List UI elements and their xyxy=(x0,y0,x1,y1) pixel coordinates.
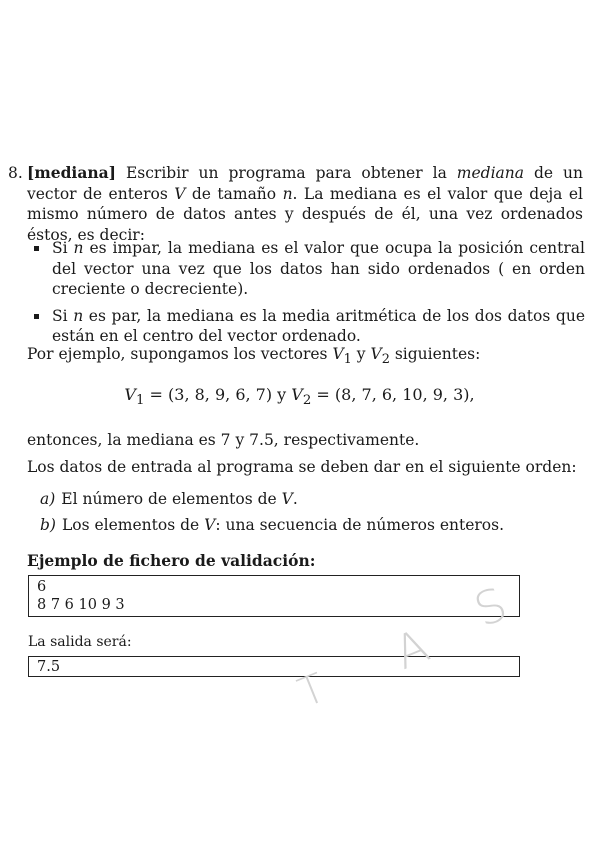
v2-subscript: 2 xyxy=(381,352,390,368)
v1-symbol: V xyxy=(124,385,136,404)
enum-item-a xyxy=(40,489,580,510)
result-text: entonces, la mediana es 7 y 7.5, respectivamente. xyxy=(27,431,420,449)
list-item xyxy=(30,238,585,300)
intro-text: Por ejemplo, supongamos los vectores xyxy=(27,345,333,363)
vectors-formula xyxy=(0,385,599,408)
enum-text: . xyxy=(292,490,298,508)
v2-symbol: V xyxy=(291,385,303,404)
enum-text: El número de elementos de xyxy=(61,490,282,508)
intro-text: siguientes: xyxy=(389,345,481,363)
example-intro xyxy=(27,344,587,371)
n-symbol: n xyxy=(73,239,84,257)
bullet-text: Si xyxy=(52,306,74,325)
watermark-letter: A xyxy=(387,618,437,680)
problem-number: 8. xyxy=(8,164,23,182)
enum-label: b) xyxy=(40,516,56,534)
v2-symbol: V xyxy=(370,345,382,363)
bullet-icon xyxy=(34,314,39,319)
validation-heading: Ejemplo de fichero de validación: xyxy=(27,551,316,570)
bullet-text: es par, la mediana es la media aritmética de los dos datos que están en el centro del vector ordenado. xyxy=(52,306,585,345)
enum-item-b xyxy=(40,515,580,536)
problem-text-part: . La mediana es el valor que deja el mismo número de datos antes y después de él, una vez ordenados éstos, es decir: xyxy=(27,184,583,244)
enum-text: Los elementos de xyxy=(61,516,205,534)
watermark-letter: S xyxy=(466,576,515,638)
problem-text-part: de un vector de enteros xyxy=(27,164,583,203)
problem-statement xyxy=(8,163,583,245)
mediana-word: mediana xyxy=(456,164,524,182)
output-box xyxy=(28,656,520,677)
input-line: 6 xyxy=(37,579,47,595)
enum-label: a) xyxy=(40,490,56,508)
bullet-icon xyxy=(34,246,39,251)
watermark-letter: T xyxy=(292,665,333,717)
v1-value: = (3, 8, 9, 6, 7) y xyxy=(144,385,292,404)
problem-text xyxy=(27,163,583,245)
input-order-text: Los datos de entrada al programa se deben dar en el siguiente orden: xyxy=(27,458,577,476)
v-symbol: V xyxy=(204,516,216,534)
list-item xyxy=(30,306,585,347)
problem-tag: [mediana] xyxy=(27,163,117,182)
v1-subscript: 1 xyxy=(135,393,145,409)
bullet-text: es impar, la mediana es el valor que ocupa la posición central del vector una vez que los datos han sido ordenados ( en orden creciente o decreciente). xyxy=(52,239,585,298)
v-symbol: V xyxy=(174,184,186,203)
problem-text-part: Escribir un programa para obtener la xyxy=(116,164,457,182)
problem-text-part: de tamaño xyxy=(185,184,283,203)
output-line: 7.5 xyxy=(37,659,61,675)
bullet-text: Si xyxy=(52,239,74,257)
v2-subscript: 2 xyxy=(302,393,312,409)
intro-text: y xyxy=(351,345,371,363)
n-symbol: n xyxy=(282,184,293,203)
input-line: 8 7 6 10 9 3 xyxy=(37,597,125,613)
v1-symbol: V xyxy=(332,345,344,363)
v2-value: = (8, 7, 6, 10, 9, 3), xyxy=(311,385,475,404)
conditions-list xyxy=(30,238,585,353)
v1-subscript: 1 xyxy=(343,352,352,368)
input-file-box xyxy=(28,575,520,617)
n-symbol: n xyxy=(73,306,84,325)
v-symbol: V xyxy=(281,490,293,508)
output-label: La salida será: xyxy=(28,634,132,650)
enum-text: : una secuencia de números enteros. xyxy=(215,516,505,534)
